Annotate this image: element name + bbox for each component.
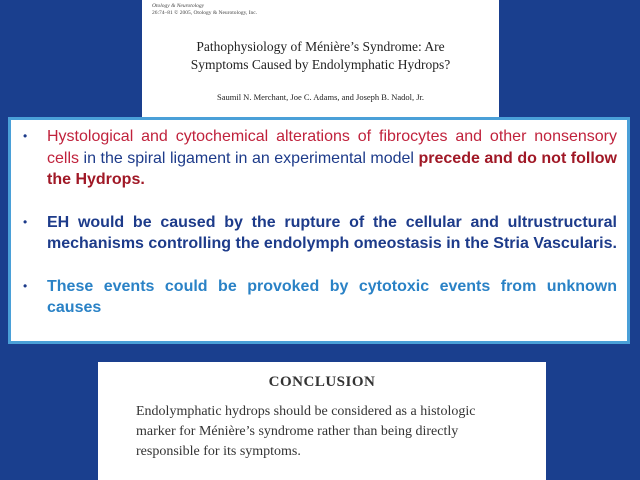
paper-title-line-1: Pathophysiology of Ménière’s Syndrome: Are <box>196 39 445 54</box>
bullet-marker: • <box>23 278 28 293</box>
bullet-item-1 <box>21 126 617 191</box>
bullet-text-2: EH would be caused by the rupture of the cellular and ultrustructural mechanisms controlling the endolymph omeostasis in the Stria Vascularis. <box>47 213 617 252</box>
bullet-marker: • <box>23 214 28 229</box>
conclusion-excerpt <box>98 362 546 480</box>
bullet-text-1 <box>47 126 617 191</box>
paper-header-excerpt <box>142 0 499 121</box>
bullet-1-bold-text: precede and do not follow the Hydrops. <box>47 149 618 188</box>
journal-name: Otology & Neurotology <box>152 3 205 9</box>
conclusion-title: CONCLUSION <box>268 374 376 390</box>
bullet-item-3 <box>21 276 617 319</box>
bullet-1-red-text: Hystological and cytochemical alterations of fibrocytes and other nonsensory cells <box>47 128 617 167</box>
bullet-box <box>8 117 630 344</box>
bullet-item-2 <box>21 212 617 255</box>
journal-volume-line: 26:74–81 © 2005, Otology & Neurotology, Inc. <box>152 10 258 16</box>
bullet-1-blue-text: in the spiral ligament in an experimental model <box>79 149 419 167</box>
paper-title-line-2: Symptoms Caused by Endolymphatic Hydrops? <box>190 57 451 72</box>
bullet-marker: • <box>23 129 28 143</box>
paper-title <box>142 38 499 74</box>
paper-authors: Saumil N. Merchant, Joe C. Adams, and Joseph B. Nadol, Jr. <box>216 92 425 102</box>
bullet-text-3: These events could be provoked by cytotoxic events from unknown causes <box>47 277 617 316</box>
conclusion-text: Endolymphatic hydrops should be considered as a histologic marker for Ménière’s syndrome rather than being directly responsible for its symptoms. <box>136 404 476 459</box>
